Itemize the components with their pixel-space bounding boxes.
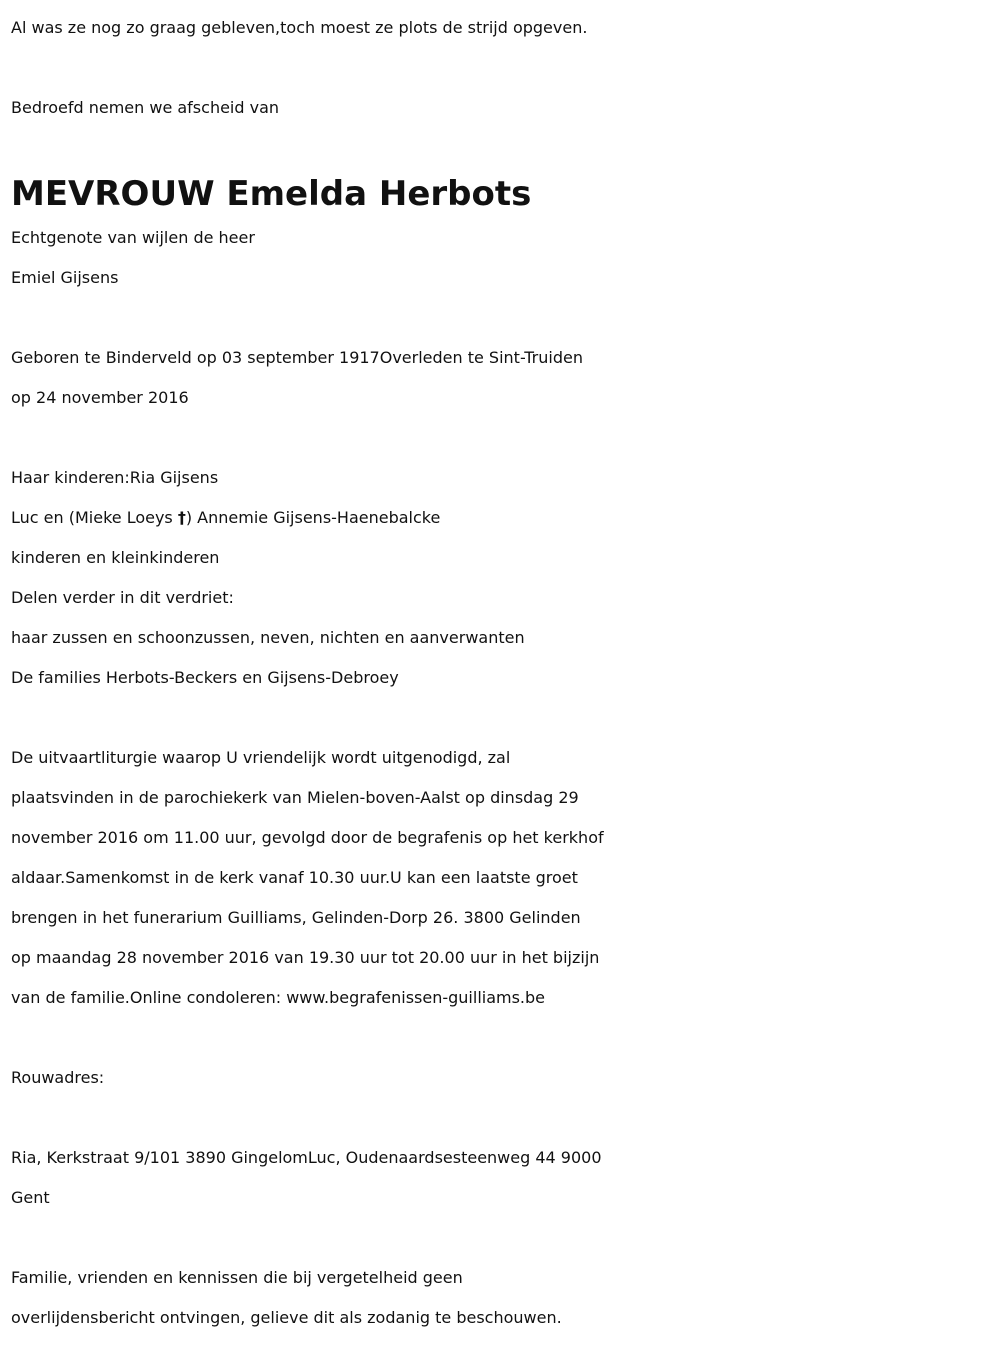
ceremony-line-7: van de familie.Online condoleren: www.begrafenissen-guilliams.be <box>11 988 546 1007</box>
farewell-line: Bedroefd nemen we afscheid van <box>11 98 280 117</box>
ceremony-line-6: op maandag 28 november 2016 van 19.30 uur tot 20.00 uur in het bijzijn <box>11 948 600 967</box>
spacer <box>11 128 990 168</box>
relatives-line: haar zussen en schoonzussen, neven, nichten en aanverwanten <box>11 628 525 647</box>
deceased-name: MEVROUW Emelda Herbots <box>11 174 532 214</box>
spacer <box>11 1018 990 1058</box>
children-line: Haar kinderen:Ria Gijsens <box>11 468 219 487</box>
closing-line-2: overlijdensbericht ontvingen, gelieve dit als zodanig te beschouwen. <box>11 1308 562 1327</box>
children-line-2-end: ) Annemie Gijsens-Haenebalcke <box>185 508 441 527</box>
children-line-2-start: Luc en (Mieke Loeys <box>11 508 178 527</box>
ceremony-line-5: brengen in het funerarium Guilliams, Gelinden-Dorp 26. 3800 Gelinden <box>11 908 581 927</box>
spacer <box>11 1098 990 1138</box>
address-line-1: Ria, Kerkstraat 9/101 3890 GingelomLuc, Oudenaardsesteenweg 44 9000 <box>11 1148 602 1167</box>
ceremony-line-3: november 2016 om 11.00 uur, gevolgd door de begrafenis op het kerkhof <box>11 828 604 847</box>
spacer <box>11 298 990 338</box>
cross-icon: † <box>177 508 186 527</box>
sharing-grief-line: Delen verder in dit verdriet: <box>11 588 234 607</box>
closing-line-1: Familie, vrienden en kennissen die bij vergetelheid geen <box>11 1268 463 1287</box>
birth-death-line-1: Geboren te Binderveld op 03 september 1917Overleden te Sint-Truiden <box>11 348 583 367</box>
spacer <box>11 698 990 738</box>
ceremony-line-1: De uitvaartliturgie waarop U vriendelijk wordt uitgenodigd, zal <box>11 748 511 767</box>
address-line-2: Gent <box>11 1188 50 1207</box>
spacer <box>11 1218 990 1258</box>
families-line: De families Herbots-Beckers en Gijsens-Debroey <box>11 668 399 687</box>
spouse-line-1: Echtgenote van wijlen de heer <box>11 228 255 247</box>
spouse-line-2: Emiel Gijsens <box>11 268 119 287</box>
spacer <box>11 418 990 458</box>
ceremony-line-4: aldaar.Samenkomst in de kerk vanaf 10.30 uur.U kan een laatste groet <box>11 868 578 887</box>
spacer <box>11 48 990 88</box>
address-label: Rouwadres: <box>11 1068 105 1087</box>
ceremony-line-2: plaatsvinden in de parochiekerk van Mielen-boven-Aalst op dinsdag 29 <box>11 788 579 807</box>
intro-quote: Al was ze nog zo graag gebleven,toch moest ze plots de strijd opgeven. <box>11 18 588 37</box>
children-line-2 <box>11 498 990 538</box>
grandchildren-line: kinderen en kleinkinderen <box>11 548 220 567</box>
birth-death-line-2: op 24 november 2016 <box>11 388 189 407</box>
